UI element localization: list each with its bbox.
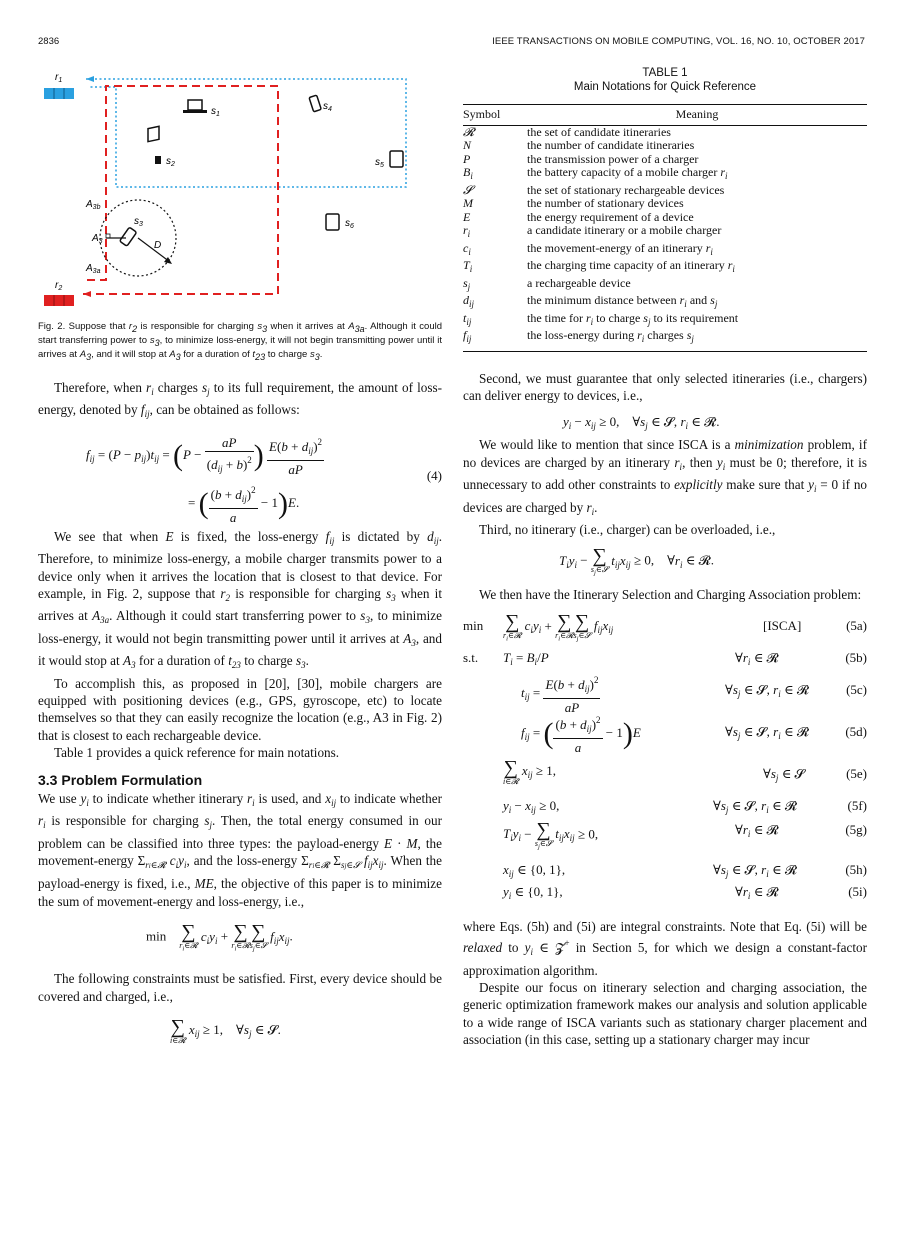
table-header-symbol: Symbol bbox=[463, 105, 527, 126]
equation-4: $f_{ij} = (P - p_{ij})t_{ij} = (P$ − $\frac{aP}{(d_{ij} + b)^2}$ ) $\frac{E(b + d_{ij})^2}{aP}$ = ( $\frac{(b + d_{ij})^2}{a}$ − 1)E. (4) bbox=[86, 434, 442, 525]
table-header-meaning: Meaning bbox=[527, 105, 867, 126]
laptop-icon bbox=[183, 100, 207, 113]
table-row: $s_j$ a rechargeable device bbox=[463, 275, 631, 292]
table-row: $T_i$ the charging time capacity of an itinerary $r_i$ bbox=[463, 258, 735, 274]
label-s2: $s_2$ bbox=[166, 156, 175, 168]
section-heading: 3.3 Problem Formulation bbox=[38, 771, 203, 788]
journal-header: IEEE TRANSACTIONS ON MOBILE COMPUTING, VOL. 16, NO. 10, OCTOBER 2017 bbox=[492, 36, 865, 47]
label-A3b: $A_{3b}$ bbox=[86, 199, 101, 211]
label-D: D bbox=[154, 240, 162, 251]
charger-r2-icon bbox=[44, 295, 74, 306]
page-number: 2836 bbox=[38, 36, 60, 47]
table-row: $c_i$ the movement-energy of an itinerary $r_i$ bbox=[463, 240, 713, 257]
table-row: $B_i$ the battery capacity of a mobile charger $r_i$ bbox=[463, 165, 728, 181]
tablet-icon-s6 bbox=[326, 214, 339, 230]
table-row: N the number of candidate itineraries bbox=[463, 138, 695, 152]
left-column bbox=[38, 66, 442, 1057]
label-s5: $s_5$ bbox=[375, 157, 384, 169]
sensor-icon bbox=[148, 126, 161, 164]
paragraph-generic-framework: Despite our focus on itinerary selection and charging association, the generic optimization framework makes our analysis and solution applicable to a wide range of ISCA variants such as stationary charger placement and association (in this case, setting up a stationary charger may incur bbox=[463, 979, 867, 1048]
paragraph-integral-note: where Eqs. (5h) and (5i) are integral constraints. Note that Eq. (5i) will be relaxed to $y_i$ ∈ 𝓩+ in Section 5, for which we design a constant-factor approximation algorithm. bbox=[463, 918, 867, 978]
label-A3: $A_3$ bbox=[92, 233, 103, 245]
paragraph-second-constraint: Second, we must guarantee that only selected itineraries (i.e., chargers) can deliver energy to devices, i.e., bbox=[463, 370, 867, 403]
table-row: M the number of stationary devices bbox=[463, 196, 684, 210]
paragraph-table-ref: Table 1 provides a quick reference for main notations. bbox=[54, 745, 340, 761]
notation-table bbox=[463, 104, 867, 352]
equation-number: (4) bbox=[426, 467, 442, 483]
arrow-head-blue bbox=[86, 76, 94, 82]
tablet-icon bbox=[390, 151, 403, 167]
figure-2-caption: Fig. 2. Suppose that r2 is responsible for charging s3 when it arrives at A3a. Although it could start transferring power to s3, to minimize loss-energy, it will not begin transmitting power until it arrives at A3, and it will stop at A3 for a duration of t23 to charge s3. bbox=[38, 321, 443, 362]
table-row: $f_{ij}$ the loss-energy during $r_i$ charges $s_j$ bbox=[463, 329, 867, 351]
right-column bbox=[463, 66, 867, 1049]
route-r1 bbox=[86, 79, 406, 187]
label-s6: $s_6$ bbox=[345, 218, 354, 230]
table-row: P the transmission power of a charger bbox=[463, 151, 699, 166]
paragraph-problem-formulation: We use $y_i$ to indicate whether itinerary $r_i$ is used, and $x_{ij}$ to indicate whether $r_i$ is responsible for charging $s_j$. Then, the total energy consumed in our problem can be classified into three types: the payload-energy E · M, the movement-energy $\Sigma_{ri\in 𝓡}$ $c_iy_i$, and the loss-energy $\Sigma_{ri\in 𝓡}$ $\Sigma_{sj\in 𝓢}$ $f_{ij}x_{ij}$. When the payload-energy is fixed, i.e., ME, the objective of this paper is to minimize the sum of movement-energy and loss-energy, i.e., bbox=[38, 790, 442, 909]
label-r1: $r_1$ bbox=[55, 72, 63, 84]
figure-2-diagram bbox=[38, 66, 442, 321]
paragraph-minimization-note: We would like to mention that since ISCA is a minimization problem, if no devices are charged by an itinerary $r_i$, then $y_i$ must be 0; therefore, it is unnecessary to add other constraints to explicitly make sure that $y_i = 0$ if no devices are charged by $r_i$. bbox=[463, 437, 868, 517]
paragraph-loss-energy-intro: Therefore, when $r_i$ charges $s_j$ to its full requirement, the amount of loss-energy, denoted by $f_{ij}$, can be obtained as follows: bbox=[38, 380, 442, 420]
isca-tag: [ISCA] bbox=[763, 617, 802, 633]
label-s1: $s_1$ bbox=[211, 106, 220, 118]
arrow-head-red bbox=[83, 291, 91, 297]
equation-objective: min ∑ $r_i\in 𝓡$ $c_iy_i$ + ∑ $r_i\in 𝓡$ ∑ $s_j\in 𝓢$ $f_{ij}x_{ij}$. bbox=[146, 921, 293, 953]
table-row: $r_i$ a candidate itinerary or a mobile charger bbox=[463, 223, 722, 239]
paragraph-isca-intro: We then have the Itinerary Selection and Charging Association problem: bbox=[479, 587, 862, 603]
paragraph-third-constraint: Third, no itinerary (i.e., charger) can be overloaded, i.e., bbox=[479, 521, 776, 537]
isca-problem: min ∑ $r_i\in 𝓡$ $c_iy_i$ + ∑ $r_i\in 𝓡$ ∑ $s_j\in 𝓢$ $f_{ij}x_{ij}$ [ISCA] (5a) s.t. $T_i = B_i/P$ $\forall r_i$ ∈ 𝓡 (5b) $t_{ij}$ = $\frac{E(b + d_{ij})^2}{aP}$ $\forall s_j$ ∈ 𝓢, $r_i$ ∈ 𝓡 (5c) $f_{ij}$ = ( $\frac{(b + d_{ij})^2}{a}$ − 1)E $\forall s_j$ ∈ 𝓢, $r_i$ ∈ 𝓡 (5d) ∑ i∈𝓡 $x_{ij} \ge 1$, $\forall s_j$ ∈ 𝓢 (5e) $y_i - x_{ij} \ge 0$, $\forall s_j$ ∈ 𝓢, $r_i$ ∈ 𝓡 (5f) $T_iy_i$ − ∑ $s_j\in 𝓢$ $t_{ij}x_{ij} \ge 0$, $\forall r_i$ ∈ 𝓡 (5g) $x_{ij}$ ∈ {0, 1}, $\forall s_j$ ∈ 𝓢, $r_i$ ∈ 𝓡 (5h) $y_i$ ∈ {0, 1}, $\forall r_i$ ∈ 𝓡 (5i) bbox=[463, 610, 867, 901]
table-row: 𝓢 the set of stationary rechargeable devices bbox=[463, 182, 725, 197]
route-r2 bbox=[83, 86, 278, 294]
page-header bbox=[38, 36, 865, 50]
paragraph-constraints-intro: The following constraints must be satisfied. First, every device should be covered and charged, i.e., bbox=[38, 971, 442, 1004]
table-row: $d_{ij}$ the minimum distance between $r_i$ and $s_j$ bbox=[463, 293, 718, 309]
phone-icon bbox=[309, 95, 321, 112]
table-subtitle: Main Notations for Quick Reference bbox=[573, 81, 757, 93]
label-s4: $s_4$ bbox=[323, 101, 332, 113]
figure-2 bbox=[38, 66, 442, 321]
label-r2: $r_2$ bbox=[55, 280, 63, 292]
table-row: $t_{ij}$ the time for $r_i$ to charge $s_j$ to its requirement bbox=[463, 310, 739, 327]
table-row: E the energy requirement of a device bbox=[463, 209, 694, 224]
paragraph-positioning: To accomplish this, as proposed in [20], [30], mobile chargers are equipped with positioning devices (e.g., GPS, gyroscope, etc) to locate themselves so that they can easily recognize the location (e.g., A3 in Fig. 2) that is closest to each rechargeable device. bbox=[38, 675, 442, 743]
table-row: 𝓡 the set of candidate itineraries bbox=[463, 124, 671, 139]
label-A3a: $A_{3a}$ bbox=[86, 263, 101, 275]
equation-coverage: ∑ i∈𝓡 $x_{ij} \ge 1$, $\forall s_j$ ∈ 𝓢. bbox=[170, 1015, 281, 1045]
table-title: TABLE 1 bbox=[642, 67, 688, 79]
charger-r1-icon bbox=[44, 88, 74, 99]
equation-capacity: $T_iy_i$ − ∑ $s_j\in 𝓢$ $t_{ij}x_{ij} \ge 0$, $\forall r_i$ ∈ 𝓡. bbox=[559, 545, 715, 577]
equation-selection: $y_i - x_{ij} \ge 0$, $\forall s_j$ ∈ 𝓢, $r_i$ ∈ 𝓡. bbox=[563, 414, 720, 432]
paragraph-fixed-e: We see that when E is fixed, the loss-energy $f_{ij}$ is dictated by $d_{ij}$. Therefore, to minimize loss-energy, a mobile charger transmits power to a device only when it arrives the location that is closest to that device. For example, in Fig. 2, suppose that $r_2$ is responsible for charging $s_3$ when it arrives at $A_{3a}$. Although it could start transferring power to $s_3$, to minimize loss-energy, it would not begin transmitting power until it arrives at $A_3$, and it would stop at $A_3$ for a duration of $t_{23}$ to charge $s_3$. bbox=[38, 528, 442, 671]
phone-icon-s3 bbox=[120, 227, 137, 246]
label-s3: $s_3$ bbox=[134, 216, 143, 228]
